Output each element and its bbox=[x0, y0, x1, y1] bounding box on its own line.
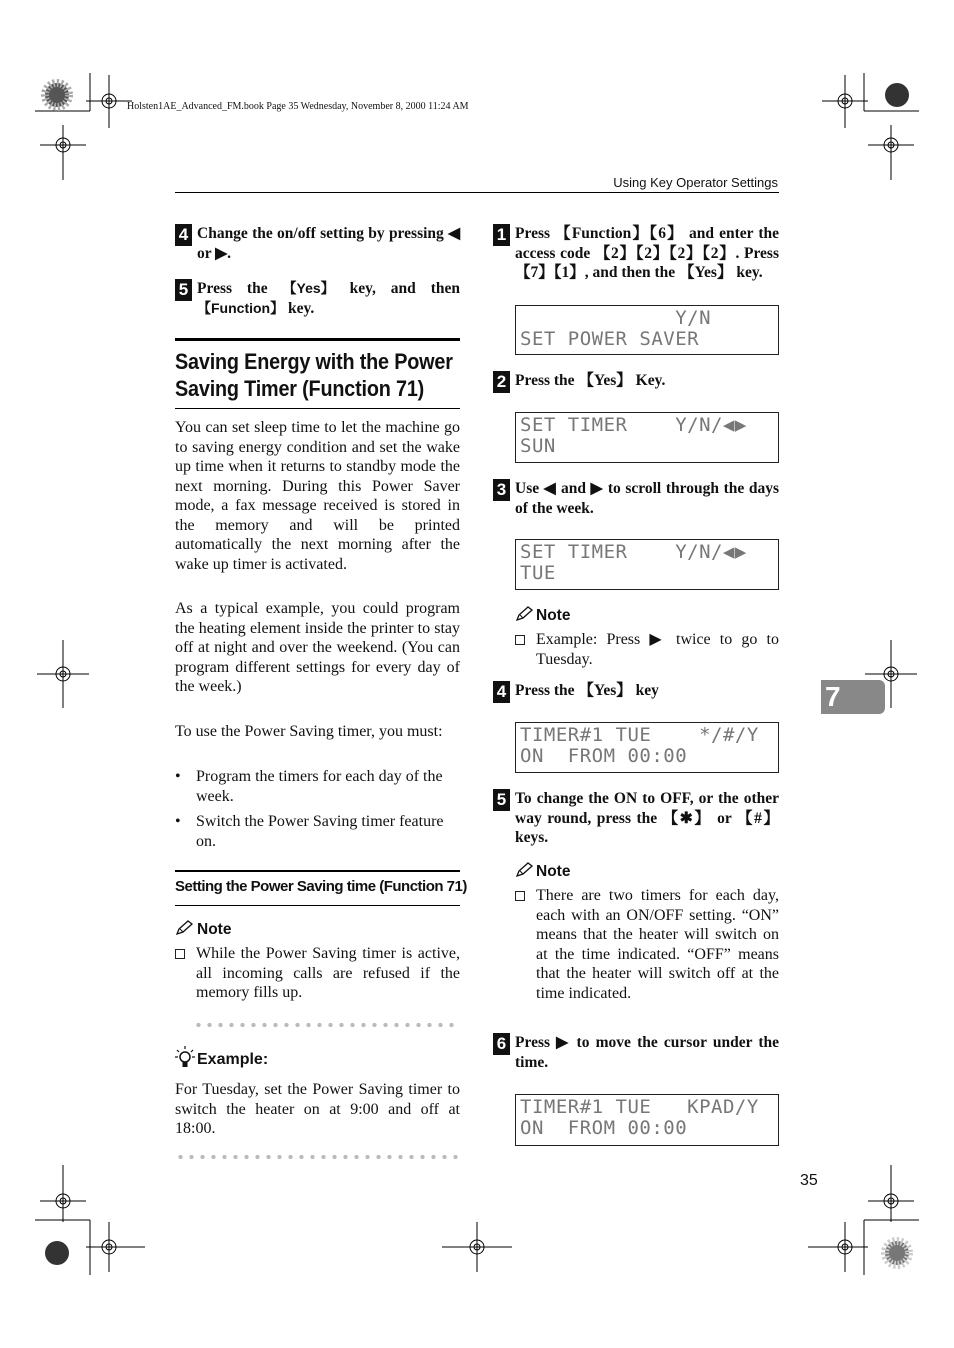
note-title: Note bbox=[197, 921, 232, 938]
lcd-display: Y/N SET POWER SAVER bbox=[515, 305, 779, 355]
step-number: 5 bbox=[493, 789, 510, 811]
step-number: 2 bbox=[493, 371, 510, 393]
step-number: 4 bbox=[493, 681, 510, 703]
step-text: Press ▶ to move the cursor under the time. bbox=[515, 1034, 779, 1071]
left-step-5 bbox=[175, 279, 460, 318]
lcd-display: TIMER#1 TUE KPAD/Y ON FROM 00:00 bbox=[515, 1094, 779, 1146]
checkbox-icon bbox=[515, 891, 525, 901]
note-item: Example: Press ▶ twice to go to Tuesday. bbox=[515, 630, 779, 669]
right-step-1 bbox=[493, 224, 779, 283]
lcd-display: TIMER#1 TUE */#/Y ON FROM 00:00 bbox=[515, 722, 779, 773]
note-item: There are two timers for each day, each with an ON/OFF setting. “ON” means that the heater will switch on at the time indicated. “OFF” means that the heater will switch off at the time indicated. bbox=[515, 886, 779, 1003]
note-item: While the Power Saving timer is active, all incoming calls are refused if the memory fills up. bbox=[175, 944, 460, 1003]
step-number: 1 bbox=[493, 224, 510, 246]
pencil-icon bbox=[175, 920, 195, 936]
paragraph-2: As a typical example, you could program the heating element inside the printer to stay off at night and over the weekend. (You can program different settings for every day of the week.) bbox=[175, 600, 460, 695]
lcd-display: SET TIMER Y/N/◀▶ SUN bbox=[515, 412, 779, 463]
subsection-rule-top bbox=[175, 870, 460, 872]
header-rule bbox=[175, 192, 779, 193]
step-number: 6 bbox=[493, 1033, 510, 1055]
subsection-title: Setting the Power Saving time (Function 71) bbox=[175, 878, 467, 895]
page-number: 35 bbox=[800, 1172, 818, 1189]
example-text: For Tuesday, set the Power Saving timer to switch the heater on at 9:00 and off at 18:00. bbox=[175, 1081, 460, 1137]
right-step-3 bbox=[493, 479, 779, 518]
note-title: Note bbox=[536, 607, 571, 624]
step-number: 4 bbox=[175, 224, 192, 246]
step-text: Press the 【Yes】 key bbox=[515, 682, 659, 699]
right-step-5 bbox=[493, 789, 779, 848]
lightbulb-icon bbox=[175, 1045, 197, 1071]
right-step-2 bbox=[493, 371, 779, 391]
note-title: Note bbox=[536, 863, 571, 880]
section-rule-bottom bbox=[175, 408, 460, 409]
checkbox-icon bbox=[515, 635, 525, 645]
left-step-4 bbox=[175, 224, 460, 263]
step-text: Press the 【Yes】 key, and then 【Function】 key. bbox=[197, 280, 460, 317]
step-text: Press 【Function】【6】 and enter the access code 【2】【2】【2】【2】. Press 【7】【1】, and then the 【Yes】 key. bbox=[515, 225, 779, 281]
step-number: 3 bbox=[493, 479, 510, 501]
bullet-item: • Program the timers for each day of the week. bbox=[175, 768, 443, 805]
pencil-icon bbox=[515, 606, 535, 622]
yes-key: 【Yes】 bbox=[282, 280, 335, 296]
step-text: Use ◀ and ▶ to scroll through the days of the week. bbox=[515, 480, 779, 517]
example-dots-top bbox=[193, 1022, 460, 1028]
checkbox-icon bbox=[175, 949, 185, 959]
section-title: Saving Energy with the Power Saving Timer (Function 71) bbox=[175, 349, 453, 401]
example-dots-bottom bbox=[175, 1154, 460, 1160]
step-number: 5 bbox=[175, 279, 192, 301]
step-text: Change the on/off setting by pressing ◀ or ▶. bbox=[197, 225, 460, 262]
step-text: Press the 【Yes】 Key. bbox=[515, 372, 666, 389]
example-title: Example: bbox=[197, 1051, 269, 1068]
right-step-6 bbox=[493, 1033, 779, 1072]
right-step-4 bbox=[493, 681, 779, 701]
paragraph-3: To use the Power Saving timer, you must: bbox=[175, 723, 443, 740]
pencil-icon bbox=[515, 862, 535, 878]
step-text: To change the ON to OFF, or the other way round, press the 【✱】 or 【#】 keys. bbox=[515, 790, 779, 846]
function-key: 【Function】 bbox=[197, 299, 285, 316]
file-info: Holsten1AE_Advanced_FM.book Page 35 Wednesday, November 8, 2000 11:24 AM bbox=[127, 101, 469, 112]
paragraph-1: You can set sleep time to let the machine go to saving energy condition and set the wake up time when it returns to standby mode the next morning. During this Power Saver mode, a fax message received is stored in the memory and will be printed automatically the next morning after the wake up timer is activated. bbox=[175, 419, 460, 573]
running-title: Using Key Operator Settings bbox=[613, 175, 778, 190]
chapter-tab: 7 bbox=[821, 680, 885, 714]
lcd-display: SET TIMER Y/N/◀▶ TUE bbox=[515, 539, 779, 590]
subsection-rule-bottom bbox=[175, 905, 460, 906]
bullet-item: • Switch the Power Saving timer feature on. bbox=[175, 813, 444, 850]
section-rule-top bbox=[175, 338, 460, 341]
